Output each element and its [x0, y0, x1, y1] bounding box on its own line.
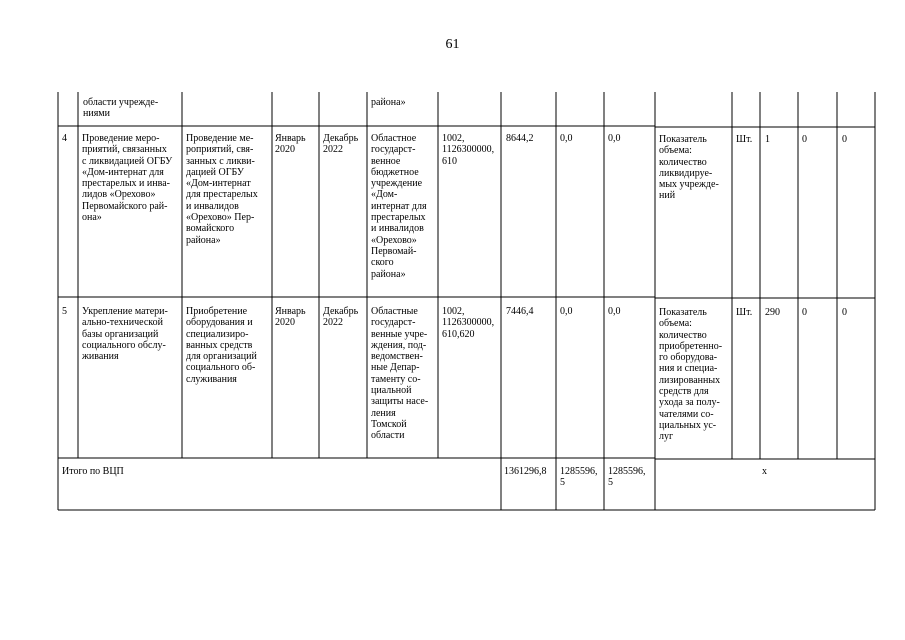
indicator-2020: 290	[765, 307, 780, 318]
unit: Шт.	[736, 307, 753, 318]
executor: Областное государст- венное бюджетное учреждение «Дом- интернат для престарелых и инвалидов «Орехово» Первомай- ского района»	[371, 133, 427, 280]
indicator: Показатель объема: количество приобретенно- го оборудова- ния и специа- лизированных средств для ухода за полу- чателями со- циальных ус- луг	[659, 307, 723, 443]
executor: Областные государст- венные учре- ждения, под- ведомствен- ные Депар- таменту со- циальной защиты насе- ления Томской области	[371, 306, 429, 442]
funding-2020: 8644,2	[506, 133, 534, 144]
row-number: 5	[62, 306, 67, 317]
indicator-2022: 0	[842, 134, 847, 145]
funding-2021: 0,0	[560, 306, 573, 317]
total-mark: х	[762, 466, 767, 477]
budget-codes: 1002, 1126300000, 610	[442, 133, 495, 167]
row-number: 4	[62, 133, 67, 144]
total-2022: 1285596, 5	[608, 466, 646, 489]
funding-2020: 7446,4	[506, 306, 534, 317]
indicator-2021: 0	[802, 134, 807, 145]
action-name: Проведение ме- роприятий, свя- занных с ликви- дацией ОГБУ «Дом-интернат для престарелых и инвалидов «Орехово» Пер- вомайского района»	[186, 133, 258, 246]
end-date: Декабрь 2022	[323, 133, 359, 156]
total-2021: 1285596, 5	[560, 466, 598, 489]
start-date: Январь 2020	[275, 306, 306, 329]
indicator-2021: 0	[802, 307, 807, 318]
unit: Шт.	[736, 134, 753, 145]
indicator: Показатель объема: количество ликвидируе- мых учрежде- ний	[659, 134, 719, 202]
funding-2022: 0,0	[608, 133, 621, 144]
continuation-customer: района»	[371, 97, 406, 108]
funding-2021: 0,0	[560, 133, 573, 144]
continuation-name: области учрежде- ниями	[83, 97, 159, 120]
indicator-2022: 0	[842, 307, 847, 318]
indicator-2020: 1	[765, 134, 770, 145]
start-date: Январь 2020	[275, 133, 306, 156]
measure-name: Проведение меро- приятий, связанных с ликвидацией ОГБУ «Дом-интернат для престарелых и инва- лидов «Орехово» Первомайского рай- она»	[82, 133, 173, 224]
total-label: Итого по ВЦП	[62, 466, 124, 477]
end-date: Декабрь 2022	[323, 306, 359, 329]
funding-2022: 0,0	[608, 306, 621, 317]
measure-name: Укрепление матери- ально-технической базы организаций социального обслу- живания	[82, 306, 168, 363]
page-number: 61	[445, 37, 460, 52]
action-name: Приобретение оборудования и специализиро- ванных средств для организаций социального об- служивания	[186, 306, 257, 385]
budget-codes: 1002, 1126300000, 610,620	[442, 306, 495, 340]
total-2020: 1361296,8	[504, 466, 547, 477]
